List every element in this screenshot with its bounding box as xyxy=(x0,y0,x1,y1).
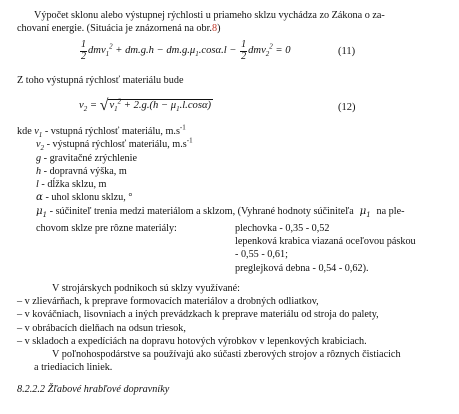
fraction-half-2: $\frac{1}{2}$ xyxy=(241,39,247,62)
mu-value-4: preglejková debna - 0,54 - 0,62). xyxy=(235,263,369,274)
z-toho-line: Z toho výstupná rýchlosť materiálu bude xyxy=(17,75,184,86)
def-h-text: - dopravná výška, m xyxy=(43,166,127,177)
def-g-text: - gravitačné zrýchlenie xyxy=(43,153,137,164)
usage-item-text: v zlievárňach, k preprave formovacích materiálov a drobných odliatkov, xyxy=(24,296,319,307)
eq11-term-1: $dmv_1^2 + dm.g.h - dm.g.\mu_1.\cos\alpha.l$ − xyxy=(88,42,240,59)
def-v1-text: - vstupná rýchlosť materiálu, m.s xyxy=(44,126,180,137)
usage-item xyxy=(17,310,379,320)
def-alpha-text: - uhol sklonu sklzu, ° xyxy=(45,192,133,203)
bullet-dash: – xyxy=(17,296,23,307)
usage-item-text: v skladoch a expedíciách na dopravu hotových výrobkov v lepenkových krabiciach. xyxy=(24,336,367,347)
symbol-g: g xyxy=(36,153,42,164)
usage-item-text: v obrábacích dielňach na odsun triesok, xyxy=(24,323,186,334)
intro-line-2-close: ) xyxy=(217,23,221,34)
figure-reference-link[interactable]: 8 xyxy=(211,23,218,34)
symbol-mu: $\mu_1$ xyxy=(36,206,48,220)
usage-item-text: v kováčniach, lisovniach a iných prevádzkach k preprave materiálu od stroja do palety, xyxy=(24,309,379,320)
def-alpha xyxy=(36,193,132,203)
usage-intro: V strojárskych podnikoch sú sklzy využívané: xyxy=(52,283,240,294)
def-mu xyxy=(36,206,405,220)
def-v2-text: - výstupná rýchlosť materiálu, m.s xyxy=(46,139,187,150)
usage-item xyxy=(17,337,367,347)
mu-value-2: lepenková krabica viazaná oceľovou páskou xyxy=(235,236,416,247)
square-root xyxy=(100,96,213,112)
intro-line-2-text: chovaní energie. (Situácia je znázornená na obr. xyxy=(17,23,212,34)
def-v2-exp: -1 xyxy=(186,136,193,145)
def-l-text: - dĺžka sklzu, m xyxy=(41,179,107,190)
symbol-l: l xyxy=(36,179,39,190)
intro-line-2 xyxy=(17,24,220,34)
usage-item xyxy=(17,324,186,334)
fraction-half-1: $\frac{1}{2}$ xyxy=(81,39,86,62)
equation-11-number: (11) xyxy=(338,46,356,57)
symbol-v1: $v_1$ xyxy=(34,126,43,140)
def-v1-exp: -1 xyxy=(179,123,186,132)
eq11-term-2: dmv$_2^2$ = 0 xyxy=(248,42,291,59)
mu-value-1: plechovka - 0,35 - 0,52 xyxy=(235,223,330,234)
bullet-dash: – xyxy=(17,323,23,334)
bullet-dash: – xyxy=(17,336,23,347)
agriculture-line-1: V poľnohospodárstve sa používajú ako súčasti zberových strojov a rôznych čistiacich xyxy=(52,349,401,360)
def-v1 xyxy=(17,123,186,140)
def-l xyxy=(36,180,106,190)
def-g xyxy=(36,154,137,164)
radicand: $v_1^2 + 2.g.(h - \mu_1.l.\cos\alpha)$ xyxy=(109,97,212,114)
def-mu-text-post: na ple- xyxy=(376,206,405,217)
equation-12-number: (12) xyxy=(338,102,356,113)
equation-11 xyxy=(79,40,291,62)
section-heading: 8.2.2.2 Žľabové hrabľové dopravníky xyxy=(17,384,170,395)
usage-item xyxy=(17,297,319,307)
equation-12 xyxy=(79,96,213,112)
def-mu-text: - súčiniteľ trenia medzi materiálom a sklzom, (Vyhrané hodnoty súčiniteľa xyxy=(49,206,354,217)
symbol-alpha: α xyxy=(36,192,43,203)
radical-sign: √ xyxy=(99,97,109,114)
mu-value-3: - 0,55 - 0,61; xyxy=(235,249,288,260)
eq12-lhs: $v_2$ = xyxy=(79,100,100,114)
symbol-h: h xyxy=(36,166,42,177)
agriculture-line-2: a triediacich liniek. xyxy=(34,362,113,373)
def-mu-line-2: chovom sklze pre rôzne materiály: xyxy=(36,223,177,234)
def-v2 xyxy=(36,136,193,153)
symbol-v2: $v_2$ xyxy=(36,139,45,153)
def-h xyxy=(36,167,127,177)
bullet-dash: – xyxy=(17,309,23,320)
symbol-mu-inline: $\mu_1$ xyxy=(356,206,371,220)
intro-line-1: Výpočet sklonu alebo výstupnej rýchlosti u priameho sklzu vychádza zo Zákona o za- xyxy=(34,10,385,21)
kde-word: kde xyxy=(17,126,32,137)
